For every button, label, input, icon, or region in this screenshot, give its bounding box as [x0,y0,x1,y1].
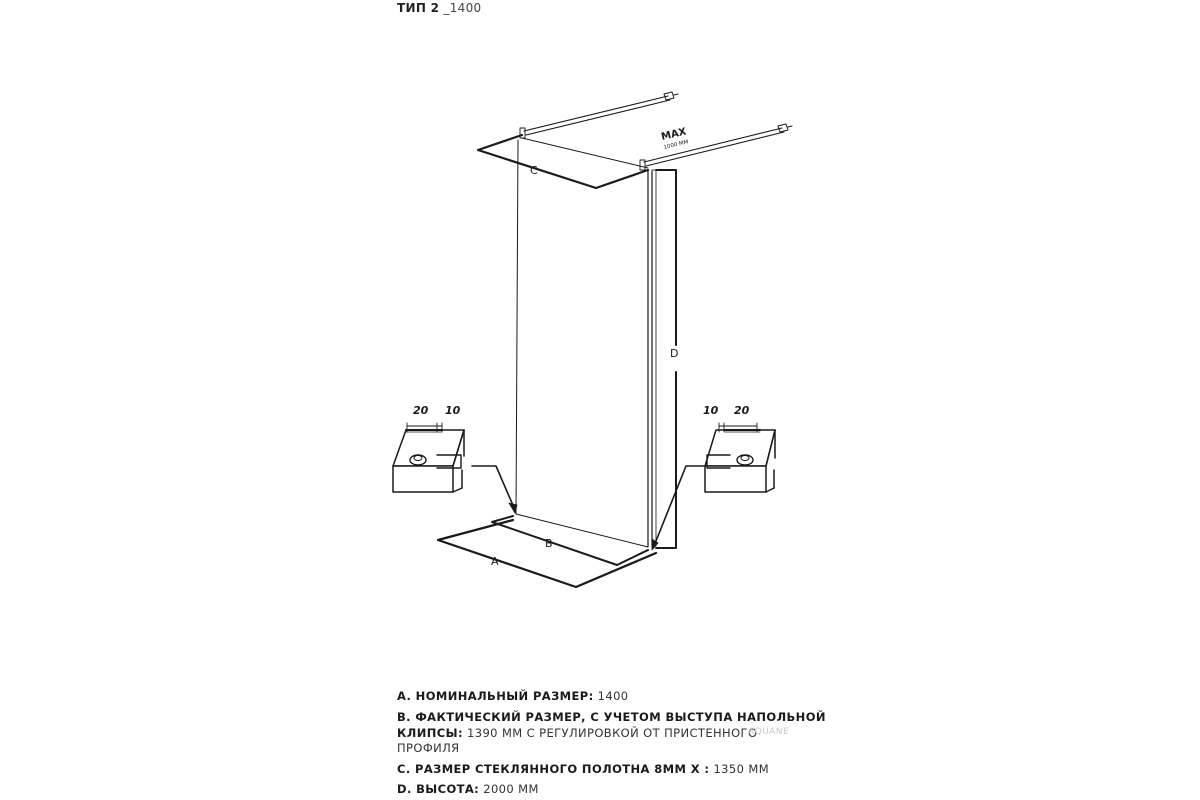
spec-b-line3 [397,741,460,756]
dimension-d-bracket [656,170,676,345]
dimension-a-bracket [438,520,656,587]
spec-c [397,762,769,777]
spec-b-line2 [397,726,757,741]
title-type: ТИП 2 [397,1,440,15]
spec-a-value: 1400 [593,689,629,703]
left-clip-dim-20: 20 [413,404,429,417]
floor-clip-right [705,430,775,492]
spec-b2-key: КЛИПСЫ: [397,726,463,740]
left-clip-dim-10: 10 [445,404,461,417]
floor-clip-left [393,430,464,492]
dimension-b-bracket [492,516,648,565]
spec-c-value: 1350 ММ [709,762,770,776]
label-max-sub: 1000 ММ [663,139,690,151]
glass-top-edge [522,138,648,168]
spec-b2-value: 1390 ММ С РЕГУЛИРОВКОЙ ОТ ПРИСТЕННОГО [462,726,758,740]
label-max: MAX [660,126,688,143]
label-d: D [670,347,679,360]
right-clip-dim-10: 10 [703,404,719,417]
stabilizer-bar-1 [520,92,678,138]
spec-c-key: C. РАЗМЕР СТЕКЛЯННОГО ПОЛОТНА 8ММ X : [397,762,710,776]
spec-d-key: D. ВЫСОТА: [397,782,480,796]
spec-a-key: A. НОМИНАЛЬНЫЙ РАЗМЕР: [397,689,594,703]
leader-arrow-left [472,466,515,510]
label-b: B [545,537,553,550]
leader-arrow-right [654,466,705,546]
glass-left-edge [516,140,518,514]
spec-b3-value: ПРОФИЛЯ [397,741,460,755]
label-c: C [530,164,538,177]
spec-b-key: B. ФАКТИЧЕСКИЙ РАЗМЕР, С УЧЕТОМ ВЫСТУПА НАПОЛЬНОЙ [397,710,826,724]
watermark: AQUANE [748,727,790,737]
dimension-d-bracket-lower [656,372,676,548]
right-clip-dim-20: 20 [734,404,750,417]
glass-bottom-edge [516,514,648,547]
title-size: _1400 [443,1,482,15]
spec-a [397,689,629,704]
label-a: A [491,555,499,568]
spec-d-value: 2000 ММ [479,782,539,796]
spec-b-line1 [397,710,826,725]
spec-d [397,782,539,797]
